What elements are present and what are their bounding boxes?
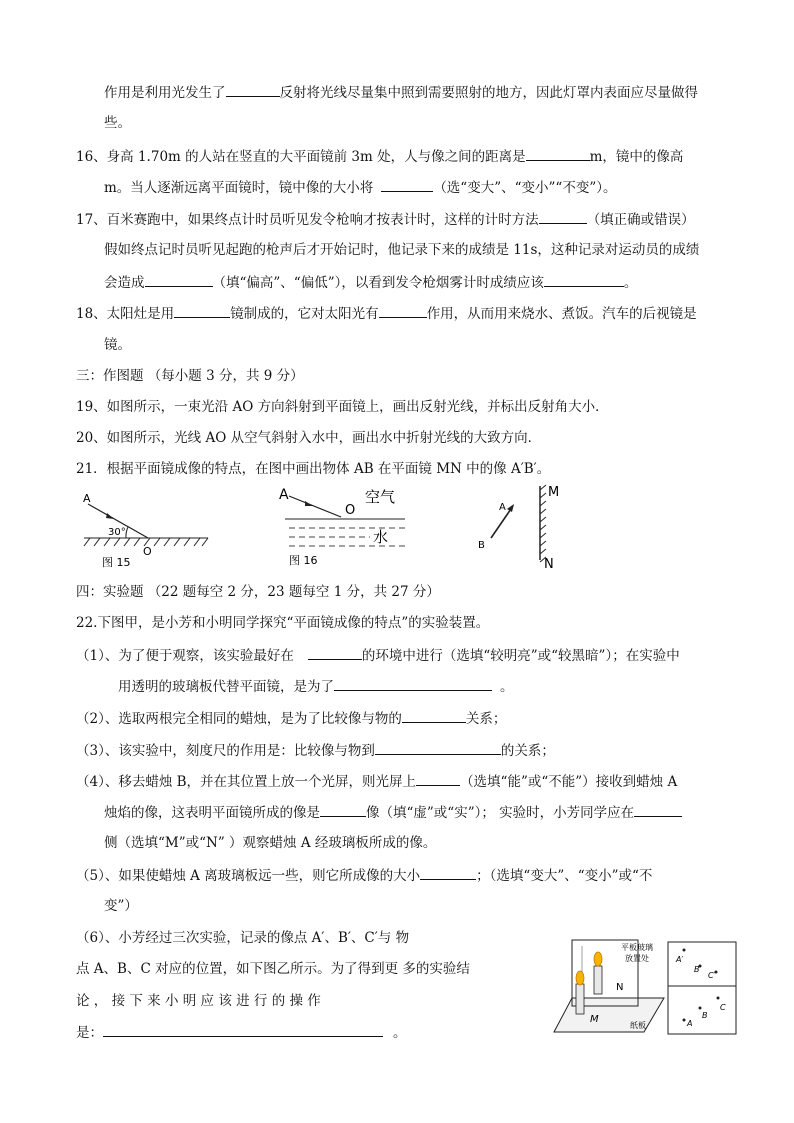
answer-blank[interactable]	[320, 802, 366, 817]
image-c-label: C′	[708, 971, 716, 980]
image-a-label: A′	[676, 955, 684, 964]
candle-b-flame	[594, 952, 602, 966]
text: 论 ， 接 下 来 小 明 应 该 进 行 的 操 作	[76, 993, 321, 1009]
answer-blank[interactable]	[416, 771, 460, 786]
q15-line-2	[104, 113, 131, 133]
q18-line-1	[76, 303, 697, 324]
object-point	[699, 1007, 702, 1010]
text: 反射将光线尽量集中照到需要照射的地方，因此灯罩内表面应尽量做得	[279, 85, 698, 101]
text: （5）、如果使蜡烛 A 离玻璃板远一些，则它所成像的大小	[76, 868, 421, 884]
point-a-label: A	[687, 1019, 693, 1028]
object-point	[683, 1019, 686, 1022]
text: 作用是利用光发生了	[104, 85, 226, 101]
answer-blank[interactable]	[103, 1022, 383, 1037]
answer-blank[interactable]	[634, 802, 682, 817]
ray-arrow	[305, 501, 313, 506]
answer-blank[interactable]	[544, 272, 624, 287]
text: 镜。	[104, 337, 131, 353]
text: 些。	[104, 115, 131, 131]
label-b: B	[478, 540, 485, 551]
label-a: A	[83, 492, 91, 505]
image-b-label: B′	[694, 965, 702, 974]
glass-label-2: 放置处	[625, 954, 649, 963]
text: 会造成	[104, 275, 145, 291]
candle-a-flame	[576, 971, 584, 985]
text: 。	[393, 1025, 407, 1041]
q17-line-2	[104, 240, 699, 260]
q22-5-line-1	[76, 865, 652, 886]
figure-21	[470, 482, 570, 572]
q16-line-1	[76, 146, 683, 167]
text: 。	[500, 679, 514, 695]
image-point	[683, 949, 686, 952]
answer-blank[interactable]	[308, 645, 362, 660]
text: 。	[623, 275, 638, 291]
text: 20、如图所示，光线 AO 从空气斜射入水中，画出水中折射光线的大致方向．	[76, 430, 542, 446]
figure-15	[80, 488, 215, 568]
text: 作用，从而用来烧水、煮饭。汽车的后视镜是	[426, 306, 697, 322]
q21-line	[76, 459, 550, 479]
answer-blank[interactable]	[375, 740, 501, 755]
q17-line-1	[76, 209, 695, 230]
q18-line-2	[104, 335, 131, 355]
q22-1-line-1	[76, 645, 680, 666]
answer-blank[interactable]	[334, 676, 492, 691]
text: ；（选填“变大”、“变小”或“不	[476, 868, 653, 884]
angle-label: 30°	[108, 527, 126, 538]
answer-blank[interactable]	[381, 177, 433, 192]
label-a: A	[499, 502, 506, 513]
q15-line-1	[104, 82, 698, 103]
text: 18、太阳灶是用	[76, 306, 175, 322]
label-n: N	[616, 982, 624, 993]
text: （4）、移去蜡烛 B，并在其位置上放一个光屏，则光屏上	[76, 774, 417, 790]
text: 镜制成的，它对太阳光有	[230, 306, 379, 322]
section-4-heading	[76, 582, 440, 602]
text: 19、如图所示，一束光沿 AO 方向斜射到平面镜上，画出反射光线，并标出反射角大小．	[76, 399, 609, 415]
section-3-heading	[76, 366, 304, 386]
label-n: N	[544, 557, 554, 572]
q22-4-line-2	[104, 802, 682, 823]
figure-22-apparatus	[532, 936, 742, 1040]
q22-4-line-3	[104, 833, 436, 853]
text: （选填“能”或“不能”）接收到蜡烛 A	[460, 774, 678, 790]
ray-arrow	[106, 513, 114, 519]
text: 点 A、B、C 对应的位置，如下图乙所示。为了得到更 多的实验结	[76, 961, 470, 977]
q19-line	[76, 397, 609, 417]
text: （填“偏高”、“偏低”），以看到发令枪烟雾计时成绩应该	[212, 275, 544, 291]
answer-blank[interactable]	[226, 82, 280, 97]
q17-line-3	[104, 272, 637, 293]
text: （2）、选取两根完全相同的蜡烛，是为了比较像与物的	[76, 711, 402, 727]
paper-board	[554, 998, 664, 1032]
label-m: M	[548, 485, 560, 500]
incident-ray	[289, 496, 341, 517]
text: 的关系；	[500, 743, 555, 759]
q22-5-line-2	[104, 896, 138, 916]
paper-label: 纸板	[630, 1021, 646, 1030]
text: 像（填“虚”或“实”）； 实验时，小芳同学应在	[366, 805, 635, 821]
text: m。当人逐渐远离平面镜时，镜中像的大小将	[104, 180, 374, 196]
text: 21．根据平面镜成像的特点，在图中画出物体 AB 在平面镜 MN 中的像 A′B′。	[76, 461, 551, 477]
text: m，镜中的像高	[589, 149, 684, 165]
text: 用透明的玻璃板代替平面镜，是为了	[118, 679, 334, 695]
text: （6）、小芳经过三次实验，记录的像点 A′、B′、C′与 物	[76, 930, 410, 946]
label-o: O	[345, 503, 356, 518]
q22-6-line-4	[76, 1022, 407, 1043]
q22-6-line-1	[76, 928, 409, 948]
point-c-label: C	[720, 1003, 726, 1012]
answer-blank[interactable]	[145, 272, 213, 287]
label-a: A	[279, 487, 289, 503]
figure-caption: 图 15	[102, 556, 131, 568]
answer-blank[interactable]	[420, 865, 476, 880]
object-arrow	[507, 504, 514, 512]
answer-blank[interactable]	[526, 146, 590, 161]
q22-6-line-3	[76, 991, 321, 1011]
text: 16、身高 1.70m 的人站在竖直的大平面镜前 3m 处，人与像之间的距离是	[76, 149, 526, 165]
object-point	[717, 997, 720, 1000]
text: 关系；	[465, 711, 507, 727]
answer-blank[interactable]	[539, 209, 587, 224]
water-label: 水	[373, 528, 389, 546]
q22-intro	[76, 613, 489, 633]
answer-blank[interactable]	[379, 303, 427, 318]
text: 22.下图甲，是小芳和小明同学探究“平面镜成像的特点”的实验装置。	[76, 615, 490, 631]
answer-blank[interactable]	[402, 708, 466, 723]
q22-4-line-1	[76, 771, 677, 792]
q22-1-line-2	[118, 676, 514, 697]
candle-b	[594, 966, 602, 994]
text: 变”）	[104, 898, 138, 914]
label-o: O	[143, 545, 152, 558]
text: 烛焰的像，这表明平面镜所成的像是	[104, 805, 320, 821]
glass-label-1: 平板玻璃	[621, 943, 653, 952]
mirror-hatch	[540, 485, 546, 562]
text: 三：作图题 （每小题 3 分，共 9 分）	[76, 368, 304, 384]
point-b-label: B	[702, 1011, 708, 1020]
figure-caption: 图 16	[289, 554, 318, 567]
text: 17、百米赛跑中，如果终点计时员听见发令枪响才按表计时，这样的计时方法	[76, 212, 539, 228]
q22-6-line-2	[76, 959, 470, 979]
text: 四：实验题 （22 题每空 2 分，23 题每空 1 分，共 27 分）	[76, 584, 440, 600]
angle-arc	[126, 527, 128, 538]
q16-line-2	[104, 177, 616, 198]
text: 假如终点记时员听见起跑的枪声后才开始记时，他记录下来的成绩是 11s，这种记录对运动员的成绩	[104, 242, 700, 258]
label-m: M	[590, 1014, 599, 1025]
q22-2-line	[76, 708, 506, 729]
text: （1）、为了便于观察，该实验最好在	[76, 648, 294, 664]
candle-a	[576, 984, 584, 1014]
answer-blank[interactable]	[174, 303, 230, 318]
air-label: 空气	[365, 488, 396, 506]
text: （3）、该实验中，刻度尺的作用是：比较像与物到	[76, 743, 375, 759]
text: （填正确或错误）	[586, 212, 695, 228]
text: 的环境中进行（选填“较明亮”或“较黑暗”）；在实验中	[361, 648, 680, 664]
figure-16	[275, 484, 415, 570]
text: 是：	[76, 1025, 103, 1041]
text: 侧（选填“M”或“N” ）观察蜡烛 A 经玻璃板所成的像。	[104, 835, 437, 851]
q20-line	[76, 428, 541, 448]
text: （选“变大”、“变小”“不变”）。	[433, 180, 617, 196]
q22-3-line	[76, 740, 555, 761]
